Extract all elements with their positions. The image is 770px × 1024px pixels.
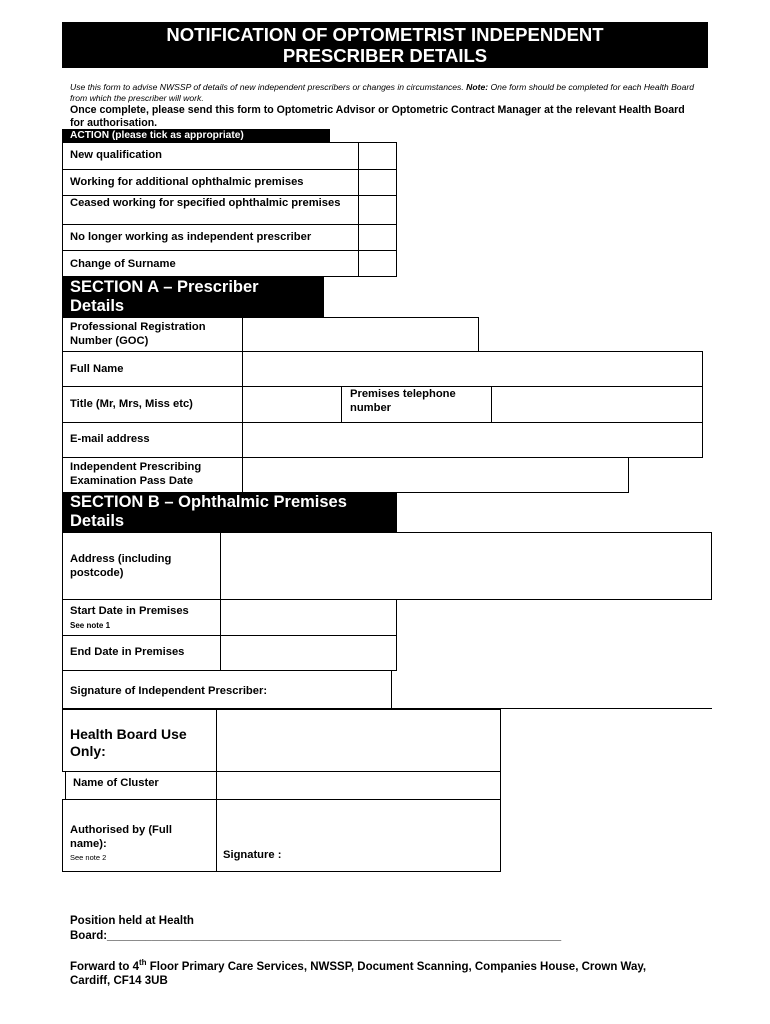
tick-box-ceased-premises[interactable] bbox=[358, 195, 397, 225]
cluster-label: Name of Cluster bbox=[73, 777, 159, 789]
telephone-label: Premises telephone number bbox=[350, 388, 456, 414]
full-name-label: Full Name bbox=[70, 363, 124, 375]
forward-address-b: Floor Primary Care Services, NWSSP, Document Scanning, Companies House, Crown Way, Cardiff, CF14 3UB bbox=[70, 960, 647, 987]
telephone-field[interactable] bbox=[491, 386, 703, 423]
intro-text-b: One form should be completed for each Health Board from which the prescriber will work. bbox=[70, 82, 694, 103]
prescriber-signature-label: Signature of Independent Prescriber: bbox=[70, 685, 268, 697]
intro-note-label: Note: bbox=[466, 82, 489, 92]
instruction-text: Once complete, please send this form to Optometric Advisor or Optometric Contract Manager at the relevant Health Board for authorisation. bbox=[70, 104, 685, 129]
tick-box-new-qualification[interactable] bbox=[358, 142, 397, 170]
tick-box-change-surname[interactable] bbox=[358, 250, 397, 277]
action-heading: ACTION (please tick as appropriate) bbox=[62, 129, 330, 142]
section-a-heading-line2: Details bbox=[70, 297, 125, 315]
forward-address-sup: th bbox=[139, 958, 147, 967]
form-title-line2: PRESCRIBER DETAILS bbox=[282, 45, 488, 66]
action-label-ceased-premises: Ceased working for specified ophthalmic premises bbox=[70, 197, 341, 209]
end-date-field[interactable] bbox=[220, 635, 397, 671]
board-position-field[interactable]: Board:_______________________________________________________________________ bbox=[70, 930, 562, 942]
address-field[interactable] bbox=[220, 532, 712, 600]
address-label: Address (including postcode) bbox=[70, 553, 172, 579]
health-board-use-field[interactable] bbox=[216, 709, 501, 772]
registration-label: Professional Registration Number (GOC) bbox=[70, 321, 206, 347]
section-b-heading bbox=[62, 492, 397, 532]
start-date-note: See note 1 bbox=[70, 620, 111, 630]
end-date-label: End Date in Premises bbox=[70, 646, 185, 658]
form-title bbox=[62, 22, 708, 68]
section-b-heading-line2: Details bbox=[70, 512, 125, 530]
forward-address bbox=[70, 956, 670, 988]
health-board-heading: Health Board Use Only: bbox=[70, 726, 187, 759]
email-label: E-mail address bbox=[70, 433, 150, 445]
cluster-name-field[interactable] bbox=[216, 771, 501, 800]
forward-address-a: Forward to 4 bbox=[70, 960, 140, 973]
authorised-label-text: Authorised by (Full name): bbox=[70, 824, 172, 850]
action-label-additional-premises: Working for additional ophthalmic premises bbox=[70, 176, 304, 188]
tick-box-no-longer-prescriber[interactable] bbox=[358, 224, 397, 251]
tick-box-additional-premises[interactable] bbox=[358, 169, 397, 196]
action-label-new-qualification: New qualification bbox=[70, 149, 162, 161]
full-name-field[interactable] bbox=[242, 351, 703, 387]
exam-date-field[interactable] bbox=[242, 457, 629, 493]
registration-number-field[interactable] bbox=[242, 317, 479, 352]
authorised-label bbox=[70, 824, 210, 865]
intro-text-a: Use this form to advise NWSSP of details of new independent prescribers or changes in circumstances. bbox=[70, 82, 467, 92]
action-label-no-longer-prescriber: No longer working as independent prescriber bbox=[70, 231, 312, 243]
intro-text bbox=[70, 82, 700, 104]
action-label-change-surname: Change of Surname bbox=[70, 258, 176, 270]
section-a-heading bbox=[62, 277, 324, 317]
position-held-label: Position held at Health bbox=[70, 915, 194, 927]
start-date-label-text: Start Date in Premises bbox=[70, 605, 189, 617]
authorised-note: See note 2 bbox=[70, 853, 107, 862]
exam-label: Independent Prescribing Examination Pass Date bbox=[70, 461, 202, 487]
form-title-line1: NOTIFICATION OF OPTOMETRIST INDEPENDENT bbox=[166, 24, 604, 45]
email-field[interactable] bbox=[242, 422, 703, 458]
health-board-signature-label: Signature : bbox=[223, 849, 282, 861]
section-b-heading-line1: SECTION B – Ophthalmic Premises bbox=[70, 493, 347, 511]
start-date-label bbox=[70, 605, 189, 632]
title-label: Title (Mr, Mrs, Miss etc) bbox=[70, 398, 193, 410]
title-field[interactable] bbox=[242, 386, 342, 423]
section-a-heading-line1: SECTION A – Prescriber bbox=[70, 278, 259, 296]
start-date-field[interactable] bbox=[220, 599, 397, 636]
